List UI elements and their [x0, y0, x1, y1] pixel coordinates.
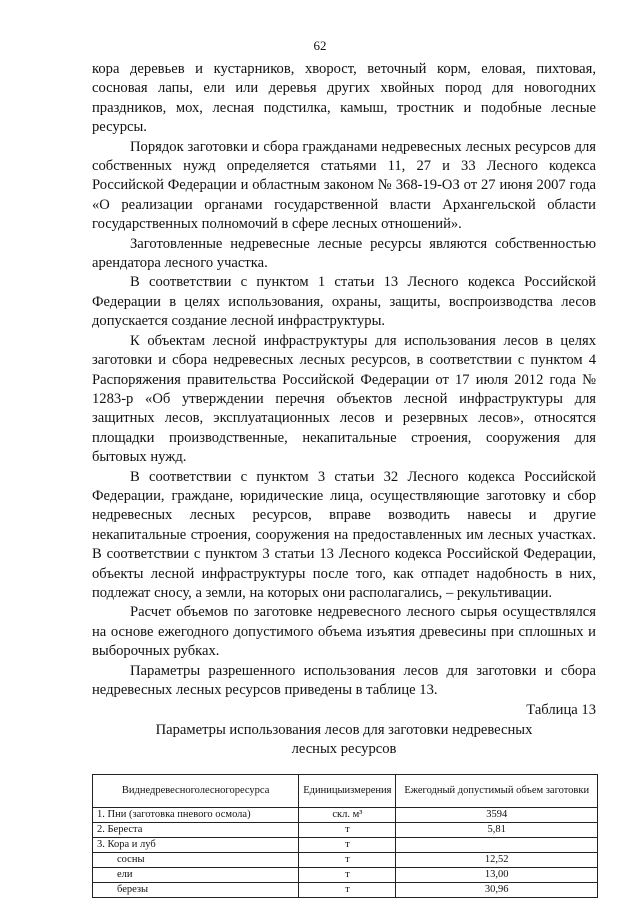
cell-resource-name: ели — [93, 867, 299, 882]
table-row — [93, 867, 598, 882]
paragraph: К объектам лесной инфраструктуры для использования лесов в целях заготовки и сбора недревесных лесных ресурсов, в соответствии с пунктом 4 Распоряжения правительства Российской Федерации от 17 июля 2012 года № 1283-р «Об утверждении перечня объектов лесной инфраструктуры для защитных лесов, эксплуатационных лесов и резервных лесов», относятся площадки производственные, некапитальные строения, сооружения для бытовых нужд. — [92, 332, 596, 466]
header-resource-type: Виднедревесноголесногоресурса — [93, 774, 299, 807]
cell-volume: 3594 — [396, 807, 598, 822]
document-body — [92, 60, 596, 898]
cell-unit: скл. м³ — [299, 807, 396, 822]
table-row — [93, 882, 598, 897]
cell-unit: т — [299, 837, 396, 852]
cell-volume: 30,96 — [396, 882, 598, 897]
cell-volume: 12,52 — [396, 852, 598, 867]
table-body — [93, 807, 598, 897]
cell-resource-name: сосны — [93, 852, 299, 867]
cell-resource-name: 1. Пни (заготовка пневого осмола) — [93, 807, 299, 822]
cell-resource-name: 2. Береста — [93, 822, 299, 837]
cell-unit: т — [299, 867, 396, 882]
table-row — [93, 837, 598, 852]
paragraph: Расчет объемов по заготовке недревесного лесного сырья осуществлялся на основе ежегодного допустимого объема изъятия древесины при сплошных и выборочных рубках. — [92, 604, 596, 660]
cell-resource-name: 3. Кора и луб — [93, 837, 299, 852]
table-row — [93, 852, 598, 867]
cell-volume: 13,00 — [396, 867, 598, 882]
cell-unit: т — [299, 852, 396, 867]
paragraphs — [92, 60, 596, 700]
table-title: Параметры использования лесов для заготовки недревесных лесных ресурсов — [155, 721, 533, 758]
paragraph: В соответствии с пунктом 1 статьи 13 Лесного кодекса Российской Федерации в целях использования, охраны, защиты, воспроизводства лесов допускается создание лесной инфраструктуры. — [92, 274, 596, 330]
cell-volume — [396, 837, 598, 852]
resource-table — [92, 774, 598, 898]
cell-unit: т — [299, 822, 396, 837]
paragraph: Порядок заготовки и сбора гражданами недревесных лесных ресурсов для собственных нужд определяется статьями 11, 27 и 33 Лесного кодекса Российской Федерации и областным законом № 368-19-ОЗ от 27 июня 2007 года «О реализации органами государственной власти Архангельской области государственных полномочий в сфере лесных отношений». — [92, 138, 596, 233]
table-header-row — [93, 774, 598, 807]
paragraph: Заготовленные недревесные лесные ресурсы являются собственностью арендатора лесного участка. — [92, 235, 596, 272]
paragraph: В соответствии с пунктом 3 статьи 32 Лесного кодекса Российской Федерации, граждане, юридические лица, осуществляющие заготовку и сбор недревесных лесных ресурсов, вправе возводить навесы и другие некапитальные строения, сооружения на предоставленных им лесных участках. В соответствии с пунктом 3 статьи 13 Лесного кодекса Российской Федерации, объекты лесной инфраструктуры после того, как отпадет надобность в них, подлежат сносу, а земли, на которых они располагались, – рекультивации. — [92, 468, 596, 601]
table-row — [93, 822, 598, 837]
cell-resource-name: березы — [93, 882, 299, 897]
page-number: 62 — [313, 38, 327, 53]
paragraph: Параметры разрешенного использования лесов для заготовки и сбора недревесных лесных ресурсов приведены в таблице 13. — [92, 662, 596, 698]
cell-unit: т — [299, 882, 396, 897]
header-unit: Единицыизмерения — [299, 774, 396, 807]
cell-volume: 5,81 — [396, 822, 598, 837]
table-caption: Таблица 13 — [526, 702, 596, 719]
paragraph: кора деревьев и кустарников, хворост, веточный корм, еловая, пихтовая, сосновая лапы, ели или деревья других хвойных пород для новогодних праздников, мох, лесная подстилка, камыш, тростник и подобные лесные ресурсы. — [92, 61, 596, 136]
table-row — [93, 807, 598, 822]
header-annual-volume: Ежегодный допустимый объем заготовки — [396, 774, 598, 807]
